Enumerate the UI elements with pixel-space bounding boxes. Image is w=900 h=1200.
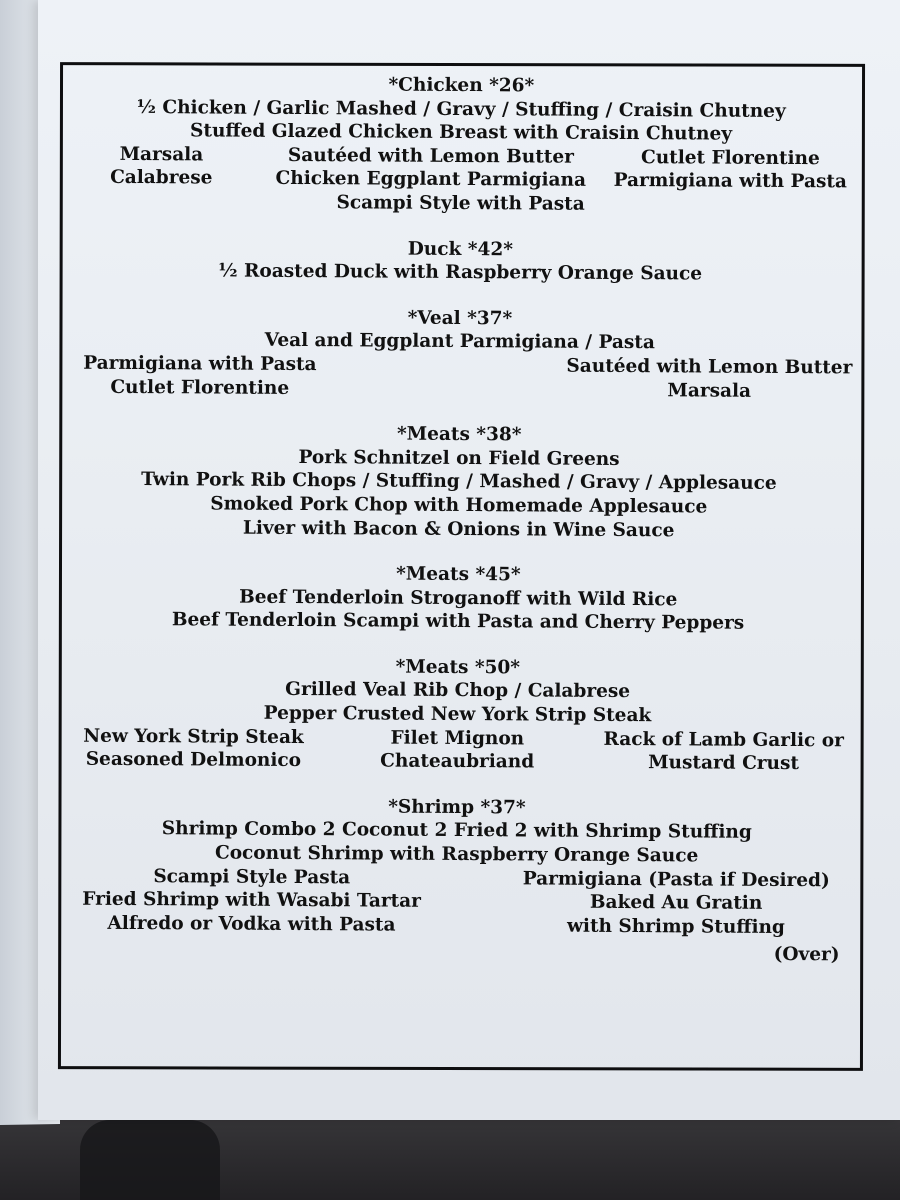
menu-item: Sautéed with Lemon Butter xyxy=(287,144,574,168)
menu-item: Baked Au Gratin xyxy=(589,892,763,915)
menu-item: Sautéed with Lemon Butter xyxy=(566,355,853,379)
menu-item: Cutlet Florentine xyxy=(640,146,820,169)
menu-item: Parmigiana with Pasta xyxy=(613,170,847,193)
menu-item: Coconut Shrimp with Raspberry Orange Sauce xyxy=(214,842,699,867)
menu-item-grid xyxy=(57,864,856,940)
menu-item: Seasoned Delmonico xyxy=(85,748,302,772)
menu-item: Smoked Pork Chop with Homemade Applesauce xyxy=(210,493,708,518)
menu-item: Rack of Lamb Garlic or xyxy=(603,728,844,752)
menu-content xyxy=(56,60,861,968)
menu-item: Twin Pork Rib Chops / Stuffing / Mashed / Gravy / Applesauce xyxy=(141,469,777,495)
menu-item: Marsala xyxy=(667,379,752,402)
menu-item: Beef Tenderloin Scampi with Pasta and Cherry Peppers xyxy=(171,609,745,635)
section-heading: *Chicken *26* xyxy=(388,74,535,97)
menu-item: Scampi Style with Pasta xyxy=(336,192,585,215)
section-veal xyxy=(60,304,860,403)
section-chicken xyxy=(61,72,861,218)
menu-item: Scampi Style Pasta xyxy=(153,865,351,888)
page-turn-note: (Over) xyxy=(773,944,840,966)
menu-item: Parmigiana with Pasta xyxy=(83,352,317,376)
menu-item-grid xyxy=(58,724,857,776)
section-heading: *Meats *38* xyxy=(396,423,522,446)
menu-item: Chateaubriand xyxy=(380,750,535,773)
section-heading: *Veal *37* xyxy=(407,307,513,330)
fabric-shadow xyxy=(80,1120,220,1200)
menu-item: Stuffed Glazed Chicken Breast with Craisin Chutney xyxy=(190,120,733,145)
section-duck xyxy=(61,235,860,287)
menu-item: Grilled Veal Rib Chop / Calabrese xyxy=(285,679,631,703)
menu-item: Mustard Crust xyxy=(648,752,800,775)
menu-item: Calabrese xyxy=(110,167,213,189)
menu-item: with Shrimp Stuffing xyxy=(566,915,785,938)
menu-item: Veal and Eggplant Parmigiana / Pasta xyxy=(264,330,655,354)
menu-item: Chicken Eggplant Parmigiana xyxy=(275,168,587,192)
section-heading: *Meats *50* xyxy=(395,656,521,679)
menu-item: ½ Chicken / Garlic Mashed / Gravy / Stuffing / Craisin Chutney xyxy=(136,96,786,122)
menu-item: Shrimp Combo 2 Coconut 2 Fried 2 with Shrimp Stuffing xyxy=(161,818,752,844)
menu-item: Parmigiana (Pasta if Desired) xyxy=(522,868,830,891)
menu-item: ½ Roasted Duck with Raspberry Orange Sauce xyxy=(218,260,703,285)
menu-item: Beef Tenderloin Stroganoff with Wild Rice xyxy=(239,586,678,611)
menu-item: Fried Shrimp with Wasabi Tartar xyxy=(82,888,421,912)
section-heading: Duck *42* xyxy=(407,238,513,260)
menu-item: Cutlet Florentine xyxy=(110,376,290,399)
menu-item: Marsala xyxy=(119,143,204,166)
section-meats-38 xyxy=(59,421,859,544)
menu-item: Liver with Bacon & Onions in Wine Sauce xyxy=(242,517,675,541)
section-meats-45 xyxy=(59,561,858,637)
section-meats-50 xyxy=(58,653,858,776)
menu-item: Pork Schnitzel on Field Greens xyxy=(298,446,620,470)
menu-item-grid xyxy=(60,351,859,403)
menu-item: Pepper Crusted New York Strip Steak xyxy=(263,702,652,727)
section-heading: *Meats *45* xyxy=(396,563,521,586)
menu-item: New York Strip Steak xyxy=(83,725,304,748)
section-shrimp xyxy=(57,793,857,939)
menu-item-grid xyxy=(61,142,860,194)
menu-item: Alfredo or Vodka with Pasta xyxy=(107,912,396,936)
menu-item: Filet Mignon xyxy=(390,727,525,750)
section-heading: *Shrimp *37* xyxy=(388,796,526,819)
